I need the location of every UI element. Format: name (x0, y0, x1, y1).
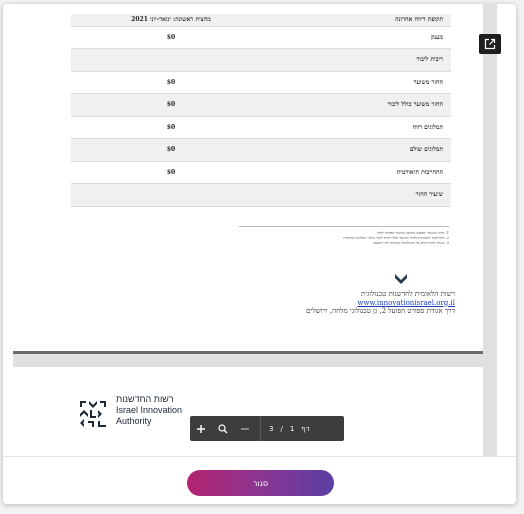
report-row-value: $0 (71, 116, 271, 139)
footnote-divider (239, 226, 449, 227)
report-table (71, 14, 451, 207)
report-row-value (71, 49, 271, 72)
authority-website-link[interactable]: www.innovationisrael.org.il (357, 298, 455, 307)
report-row (71, 116, 451, 139)
footnote: 3. שיעור החזר-היחס בין התמלוגים שהוחזרו לבין המענק (373, 241, 449, 245)
footnotes (239, 231, 449, 246)
plus-icon (196, 424, 206, 434)
report-header-row (71, 14, 451, 26)
pdf-viewer[interactable] (13, 4, 497, 456)
report-row (71, 94, 451, 117)
report-header-label: תקופת דיווח אחרונה (271, 14, 451, 26)
open-external-icon (484, 38, 496, 50)
report-header-value: מחצית ראשונה: ינואר-יוני 2021 (71, 14, 271, 26)
page-indicator (265, 425, 310, 433)
pdf-zoom-toolbar (190, 416, 344, 441)
report-row-label: מענק (271, 26, 451, 49)
report-row-label: החזר משוער כולל ליבור (271, 94, 451, 117)
logo-hebrew-name: רשות החדשנות (116, 394, 174, 404)
report-row (71, 184, 451, 207)
report-row (71, 161, 451, 184)
footnote: 2. התחייבות תיאורטית-החזר משוער כולל ריבית ליבור בניכוי תמלוגים שהוחזרו (343, 236, 449, 240)
report-row-label: תמלוגים שולם (271, 139, 451, 162)
logo-english-line-2: Authority (116, 416, 152, 426)
report-row (71, 71, 451, 94)
report-row-value: $0 (71, 161, 271, 184)
report-row (71, 49, 451, 72)
report-row-label: שיעור החזר (271, 184, 451, 207)
report-row-value: $0 (71, 71, 271, 94)
chevron-down-icon (393, 270, 409, 286)
report-row (71, 139, 451, 162)
zoom-out-button[interactable] (234, 416, 256, 441)
close-button[interactable]: סגור (187, 470, 334, 496)
current-page-input[interactable]: 1 (289, 424, 295, 433)
footnote: 1. החזר משוער- הסכום מחושב בשיעור הפקרה לחוק (377, 231, 449, 235)
authority-address: דרך אגודת ספורט הפועל 2, גן טכנולוגי מלחה, ירושלים (306, 307, 455, 315)
pdf-page-1 (13, 4, 483, 354)
total-pages: 3 (269, 424, 274, 433)
minus-icon (240, 424, 250, 434)
page-label: דף (301, 424, 310, 433)
israel-innovation-logo (78, 394, 208, 434)
magnifier-icon (218, 424, 228, 434)
report-row (71, 26, 451, 49)
page-separator: / (280, 424, 283, 433)
modal-footer-divider (3, 456, 516, 457)
zoom-in-button[interactable] (190, 416, 212, 441)
report-row-value: $0 (71, 94, 271, 117)
zoom-reset-button[interactable] (212, 416, 234, 441)
document-modal (3, 4, 516, 504)
report-row-value: $0 (71, 26, 271, 49)
authority-name: רשות הלאומית לחדשנות טכנולוגית (361, 290, 455, 298)
open-in-new-window-button[interactable] (479, 34, 501, 54)
logo-mark-icon (78, 397, 108, 427)
logo-english-line-1: Israel Innovation (116, 405, 183, 415)
authority-info (213, 290, 455, 316)
toolbar-divider (260, 416, 261, 441)
report-row-label: החזר משוער (271, 71, 451, 94)
report-row-value (71, 184, 271, 207)
report-row-label: תמלוגים דווח (271, 116, 451, 139)
report-row-value: $0 (71, 139, 271, 162)
report-row-label: ריבית ליבור (271, 49, 451, 72)
report-row-label: התחייבות תיאורטית (271, 161, 451, 184)
